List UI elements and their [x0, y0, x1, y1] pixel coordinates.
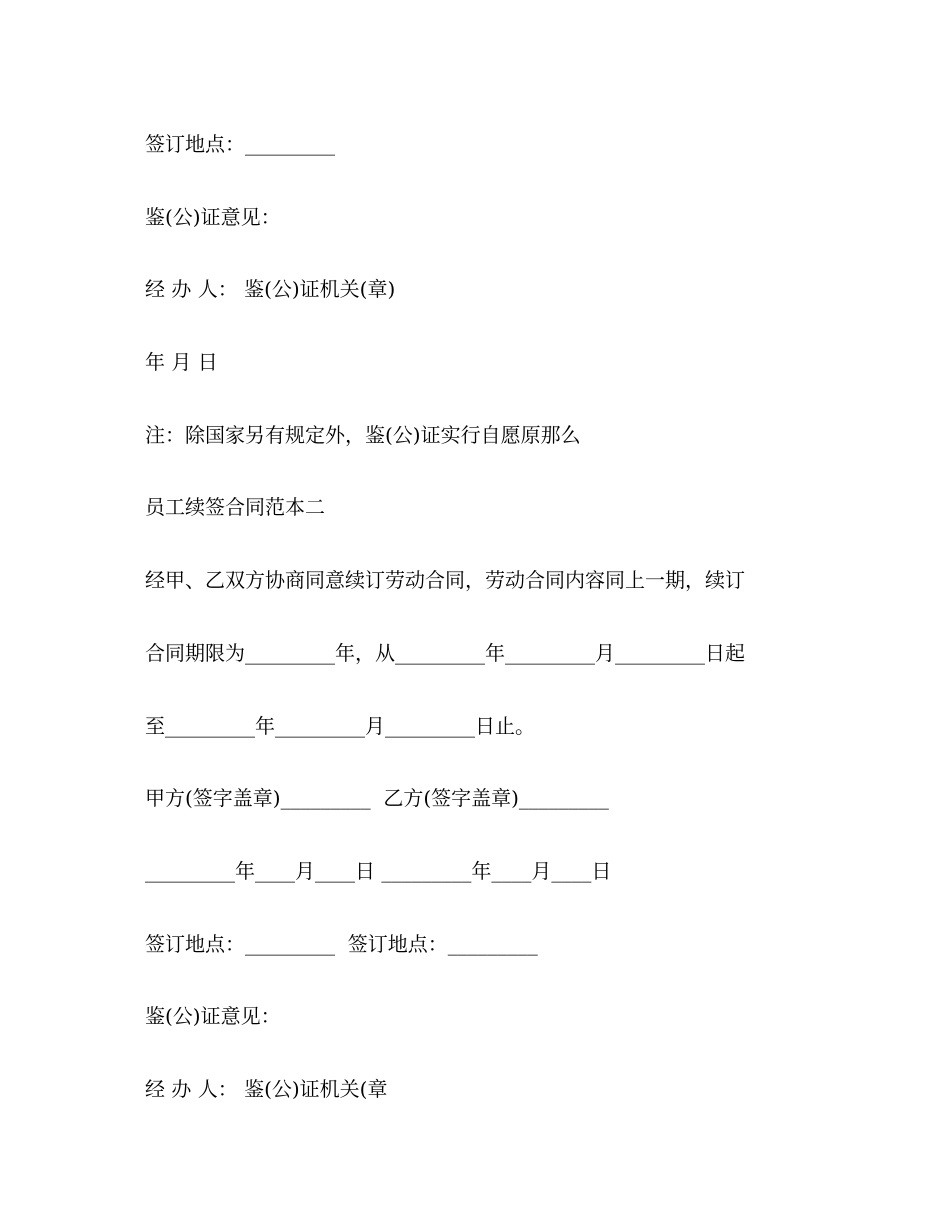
- body-paragraph-line-1: 经甲、乙双方协商同意续订劳动合同，劳动合同内容同上一期，续订: [145, 568, 745, 592]
- signing-location-line: 签订地点：_________: [145, 132, 335, 156]
- body-paragraph-line-2: 合同期限为_________年，从_________年_________月_________日起: [145, 641, 745, 665]
- section-title: 员工续签合同范本二: [145, 495, 325, 519]
- note-line: 注：除国家另有规定外，鉴(公)证实行自愿原那么: [145, 423, 581, 447]
- signing-locations-line: 签订地点：_________ 签订地点：_________: [145, 932, 538, 956]
- handler-notary-office-line-2: 经 办 人： 鉴(公)证机关(章: [145, 1077, 388, 1101]
- notary-opinion-line-2: 鉴(公)证意见：: [145, 1004, 281, 1028]
- notary-opinion-line: 鉴(公)证意见：: [145, 205, 281, 229]
- handler-notary-office-line: 经 办 人： 鉴(公)证机关(章): [145, 277, 396, 301]
- body-paragraph-line-3: 至_________年_________月_________日止。: [145, 714, 535, 738]
- signature-dates-line: _________年____月____日 _________年____月____日: [145, 859, 612, 883]
- date-line: 年 月 日: [145, 350, 218, 374]
- party-signatures-line: 甲方(签字盖章)_________ 乙方(签字盖章)_________: [145, 786, 609, 810]
